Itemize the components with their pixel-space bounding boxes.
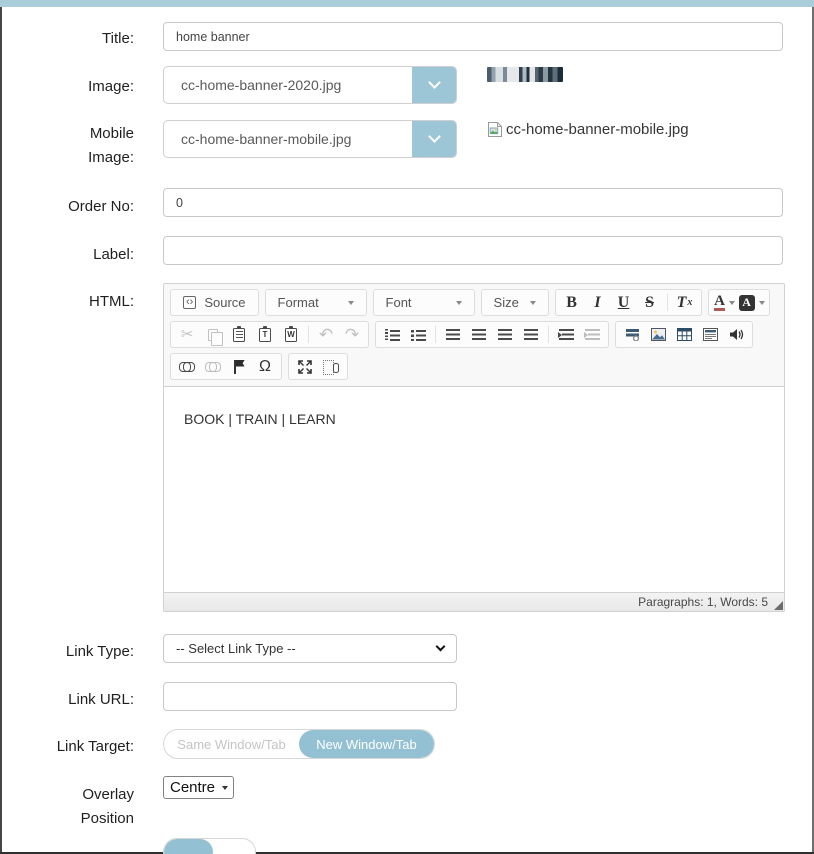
link-target-toggle <box>163 729 435 759</box>
chevron-down-icon <box>348 301 354 305</box>
image-select-value: cc-home-banner-2020.jpg <box>181 77 342 93</box>
resize-grip[interactable] <box>774 601 783 610</box>
align-center-button[interactable] <box>467 324 491 345</box>
align-center-icon <box>472 329 486 341</box>
html-editor <box>163 283 785 612</box>
font-dropdown[interactable]: Font <box>378 292 470 313</box>
insert-image-button[interactable] <box>646 324 670 345</box>
bold-button[interactable]: B <box>566 293 577 311</box>
align-right-icon <box>498 329 512 341</box>
background-color-button[interactable] <box>739 292 765 313</box>
source-icon: ‹› <box>183 296 196 309</box>
maximize-icon <box>298 360 312 374</box>
mobile-image-preview <box>487 121 689 139</box>
paste-from-word-icon: W <box>285 328 297 342</box>
image-thumbnail <box>487 67 563 82</box>
align-left-button[interactable] <box>441 324 465 345</box>
increase-indent-icon <box>559 329 574 341</box>
mobile-image-alt-text: cc-home-banner-mobile.jpg <box>506 121 689 138</box>
bulleted-list-icon <box>411 329 426 341</box>
text-color-button[interactable] <box>713 292 737 313</box>
anchor-button[interactable] <box>227 356 251 377</box>
link-icon <box>179 362 195 371</box>
redo-button[interactable] <box>340 324 364 345</box>
align-justify-button[interactable] <box>519 324 543 345</box>
chevron-down-icon <box>759 301 765 305</box>
link-type-value: -- Select Link Type -- <box>176 641 296 656</box>
text-color-icon: A <box>714 293 725 309</box>
chevron-down-icon <box>456 301 462 305</box>
paste-plain-text-button[interactable] <box>253 324 277 345</box>
paste-button[interactable] <box>227 324 251 345</box>
title-input[interactable] <box>163 22 783 51</box>
insert-table-button[interactable] <box>672 324 696 345</box>
numbered-list-icon <box>385 329 400 341</box>
omega-icon: Ω <box>259 357 271 375</box>
format-dropdown[interactable]: Format <box>270 292 362 313</box>
undo-icon: ↶ <box>318 325 334 344</box>
title-label: Title: <box>102 30 134 47</box>
chevron-down-icon <box>530 301 536 305</box>
new-window-option[interactable]: New Window/Tab <box>299 730 434 758</box>
media-embed-icon <box>625 328 640 341</box>
unlink-button[interactable] <box>201 356 225 377</box>
chevron-down-icon <box>436 642 446 652</box>
insert-template-icon <box>703 328 718 341</box>
link-target-label: Link Target: <box>56 738 134 755</box>
link-url-label: Link URL: <box>68 691 134 708</box>
redo-icon: ↷ <box>344 325 360 344</box>
top-accent-bar <box>0 0 814 7</box>
increase-indent-button[interactable] <box>554 324 578 345</box>
cut-button[interactable] <box>175 324 199 345</box>
decrease-indent-icon <box>585 329 600 341</box>
media-embed-button[interactable] <box>620 324 644 345</box>
paste-icon <box>233 328 245 342</box>
link-button[interactable] <box>175 356 199 377</box>
background-color-icon: A <box>739 295 755 311</box>
align-left-icon <box>446 329 460 341</box>
word-count-text: Paragraphs: 1, Words: 5 <box>638 595 768 609</box>
insert-table-icon <box>677 328 692 341</box>
image-label: Image: <box>88 78 134 95</box>
partial-bottom-toggle-selected-segment[interactable] <box>164 839 213 854</box>
italic-button[interactable]: I <box>594 293 601 311</box>
partial-bottom-toggle[interactable] <box>163 838 256 854</box>
maximize-button[interactable] <box>293 356 317 377</box>
overlay-position-value: Centre <box>170 779 216 796</box>
underline-button[interactable]: U <box>617 293 630 311</box>
align-right-button[interactable] <box>493 324 517 345</box>
editor-text: BOOK | TRAIN | LEARN <box>184 411 336 427</box>
insert-audio-button[interactable] <box>724 324 748 345</box>
overlay-position-select[interactable] <box>163 776 234 799</box>
paste-plain-text-icon: T <box>259 328 271 342</box>
label-input[interactable] <box>163 236 783 265</box>
order-no-input[interactable] <box>163 188 783 217</box>
copy-button[interactable] <box>201 324 225 345</box>
unlink-icon <box>205 362 221 371</box>
editor-toolbar <box>164 284 784 387</box>
order-no-label: Order No: <box>68 198 134 215</box>
chevron-down-icon <box>428 130 441 143</box>
editor-content-area[interactable] <box>164 387 784 592</box>
insert-image-icon <box>651 328 666 341</box>
remove-format-button[interactable]: T x <box>676 293 693 311</box>
cut-icon: ✂ <box>180 326 194 343</box>
link-type-select[interactable] <box>163 634 457 663</box>
link-type-label: Link Type: <box>65 643 134 660</box>
bulleted-list-button[interactable] <box>406 324 430 345</box>
same-window-option[interactable]: Same Window/Tab <box>177 736 286 752</box>
label-field-label: Label: <box>93 246 134 263</box>
undo-button[interactable] <box>314 324 338 345</box>
image-select[interactable] <box>163 66 457 104</box>
mobile-image-select-dropdown-button[interactable] <box>412 121 456 157</box>
show-blocks-button[interactable] <box>319 356 343 377</box>
anchor-flag-icon <box>233 360 245 374</box>
editor-status-bar <box>164 592 784 611</box>
frame-border-left <box>0 7 2 854</box>
link-url-input[interactable] <box>163 682 457 711</box>
chevron-down-icon <box>428 76 441 89</box>
insert-template-button[interactable] <box>698 324 722 345</box>
source-button[interactable]: ‹› Source <box>175 292 254 313</box>
decrease-indent-button[interactable] <box>580 324 604 345</box>
mobile-image-select[interactable] <box>163 120 457 158</box>
align-justify-icon <box>524 329 538 341</box>
special-character-button[interactable] <box>253 356 277 377</box>
mobile-image-label: Mobile Image: <box>88 125 134 166</box>
html-label: HTML: <box>89 293 134 310</box>
chevron-down-icon <box>729 301 735 305</box>
strikethrough-button[interactable]: S <box>645 293 654 311</box>
paste-from-word-button[interactable] <box>279 324 303 345</box>
insert-audio-icon <box>729 328 744 341</box>
broken-image-icon <box>487 121 504 138</box>
image-select-dropdown-button[interactable] <box>412 67 456 103</box>
numbered-list-button[interactable] <box>380 324 404 345</box>
size-dropdown[interactable]: Size <box>486 292 544 313</box>
chevron-down-icon <box>222 786 228 790</box>
overlay-position-label: Overlay Position <box>80 786 134 827</box>
mobile-image-select-value: cc-home-banner-mobile.jpg <box>181 131 352 147</box>
copy-icon <box>208 329 218 341</box>
show-blocks-icon <box>323 360 339 373</box>
